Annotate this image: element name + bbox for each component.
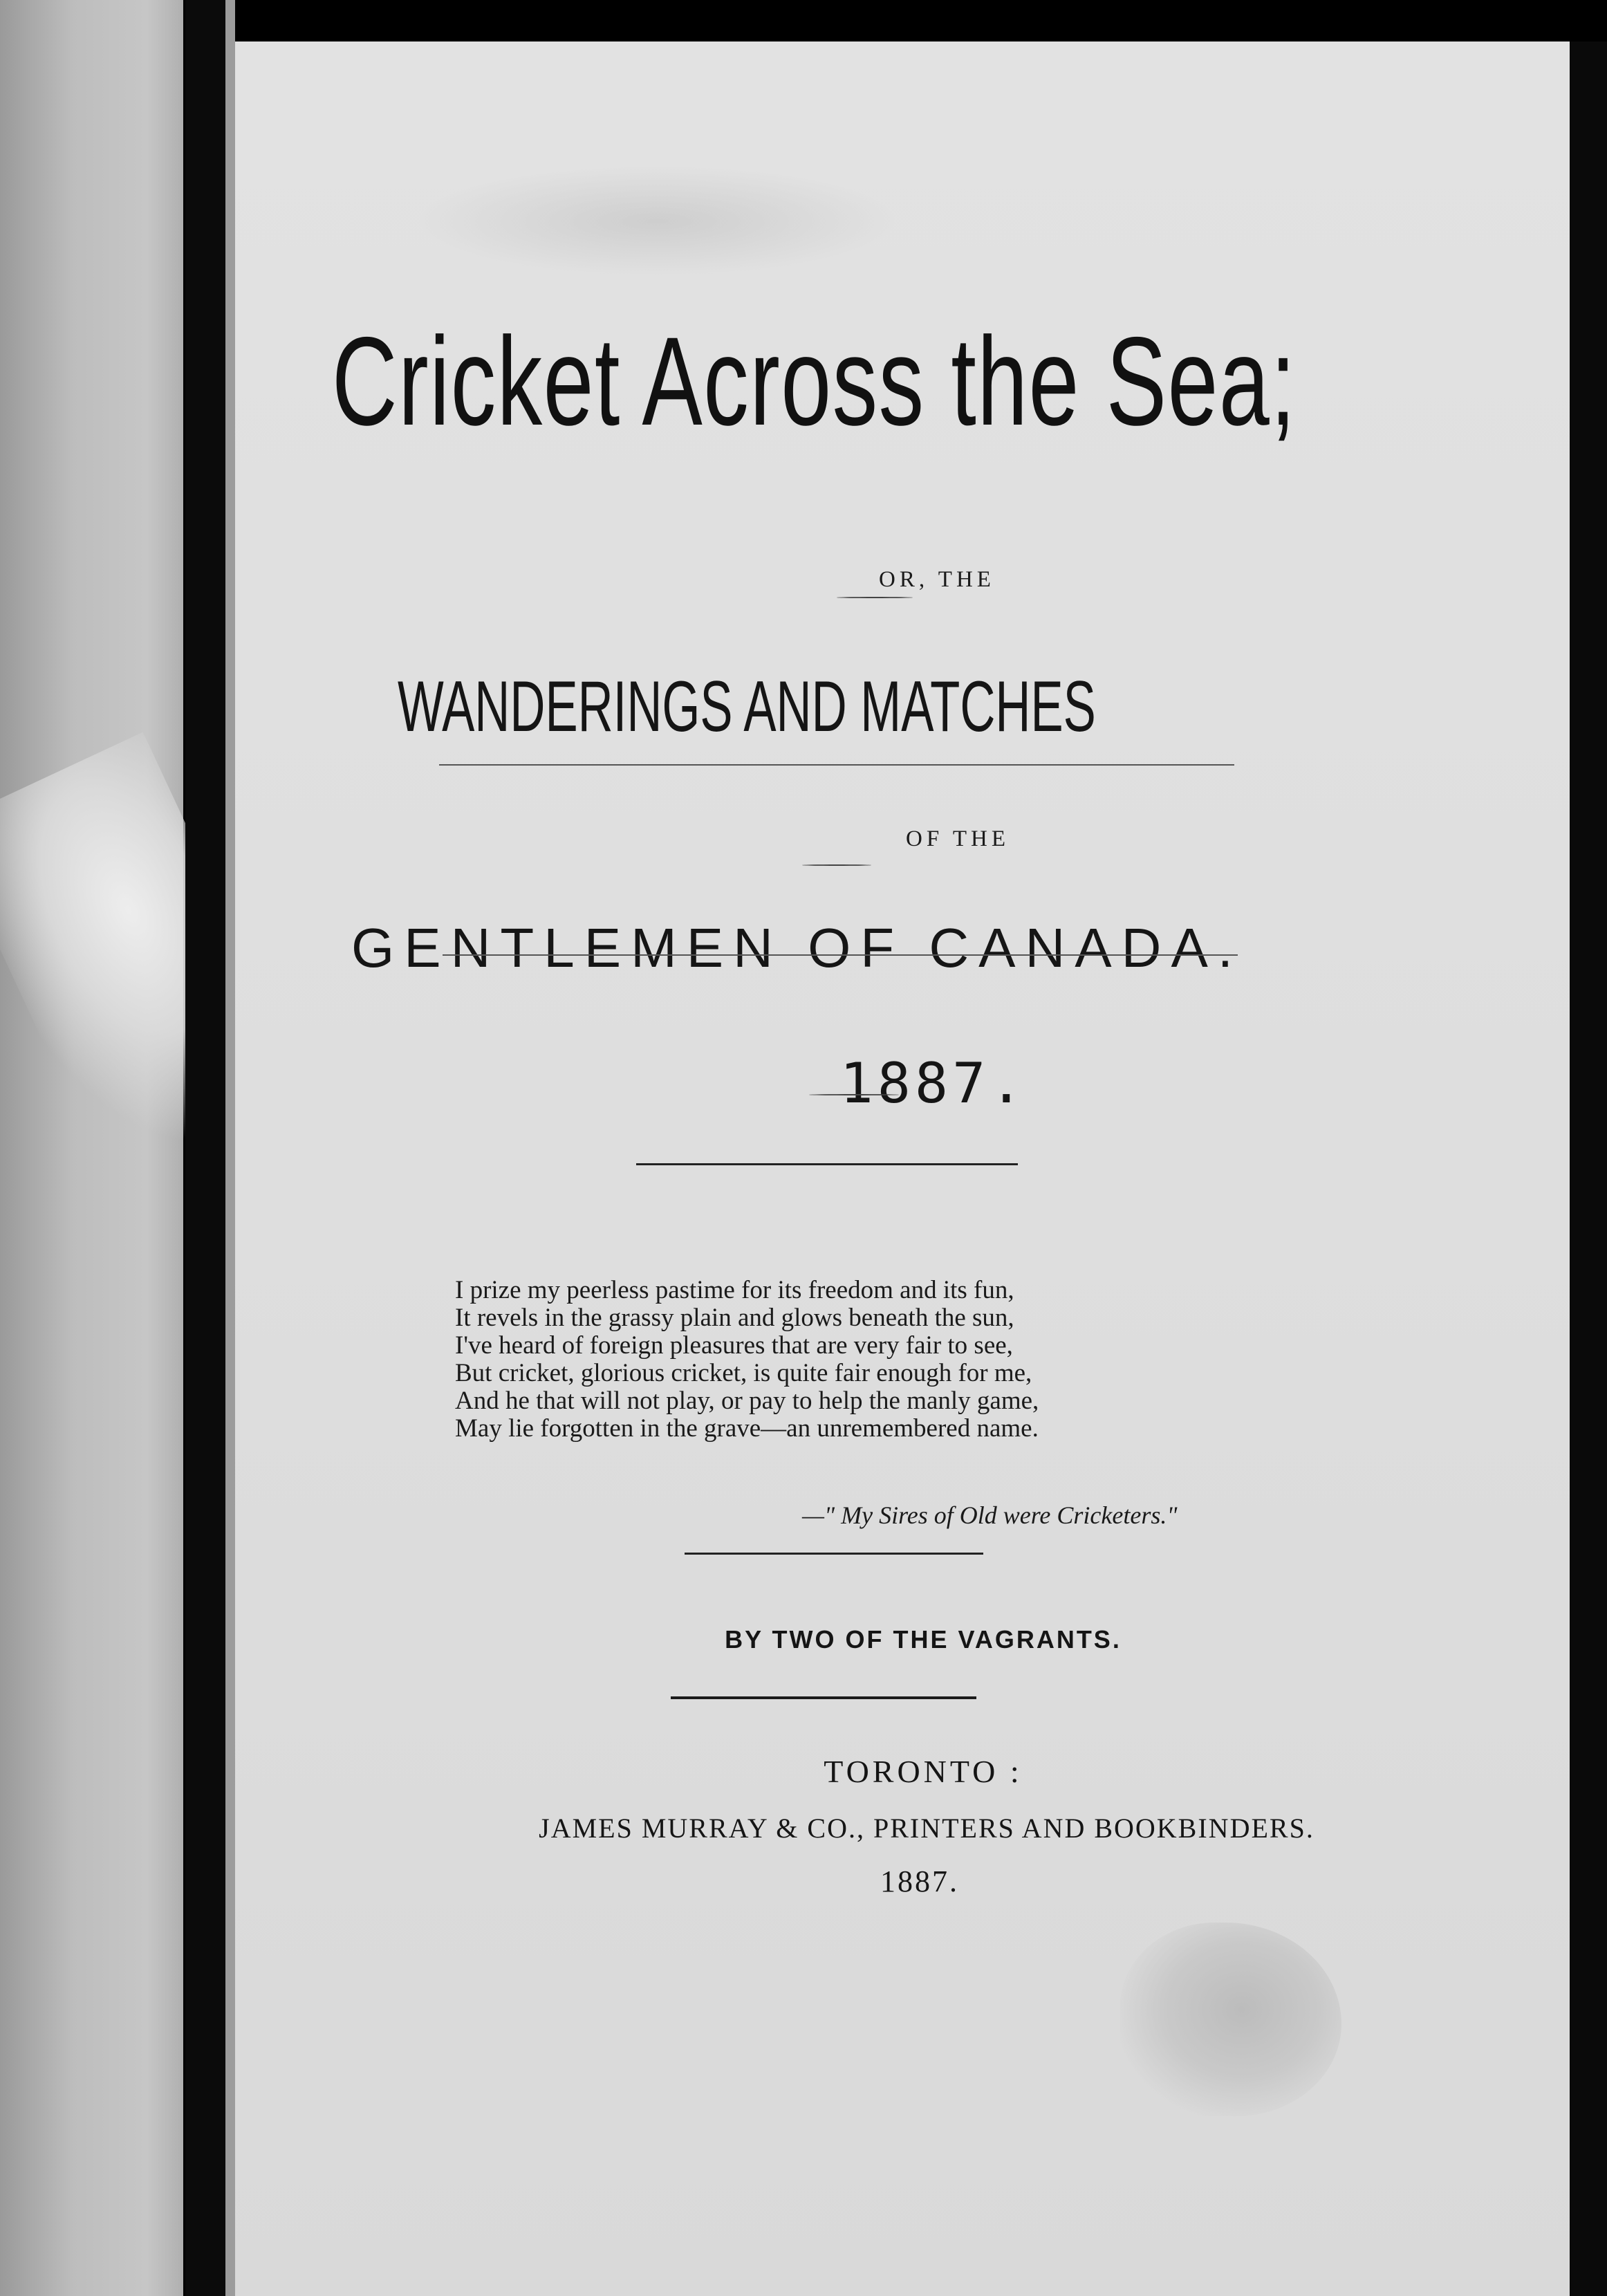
flourish-of-the: [802, 864, 871, 866]
imprint-printer: JAMES MURRAY & CO., PRINTERS AND BOOKBINDERS.: [539, 1813, 1315, 1844]
subtitle-wanderings: WANDERINGS AND MATCHES: [398, 667, 1096, 747]
book-title: Cricket Across the Sea;: [332, 311, 1297, 452]
imprint-year: 1887.: [880, 1864, 959, 1898]
title-year: 1887.: [839, 1051, 1028, 1115]
flourish-or-the: [837, 597, 913, 598]
verse-line: But cricket, glorious cricket, is quite fair enough for me,: [455, 1359, 1032, 1387]
verse-line: May lie forgotten in the grave—an unremembered name.: [455, 1414, 1039, 1443]
spine-gap: [225, 0, 235, 2296]
page-right-edge: [1570, 41, 1607, 2296]
subtitle-underline: [439, 764, 1234, 766]
verse-line: I prize my peerless pastime for its freedom and its fun,: [455, 1276, 1014, 1304]
flourish-year: [809, 1094, 899, 1095]
rule-above-epigraph: [636, 1163, 1018, 1165]
verse-line: And he that will not play, or pay to help the manly game,: [455, 1387, 1039, 1415]
imprint-city: TORONTO :: [824, 1754, 1023, 1789]
verse-line: It revels in the grassy plain and glows beneath the sun,: [455, 1304, 1014, 1332]
byline: BY TWO OF THE VAGRANTS.: [725, 1625, 1122, 1654]
epigraph-attribution: —" My Sires of Old were Cricketers.": [802, 1501, 1178, 1529]
connector-or-the: OR, THE: [879, 567, 995, 592]
gentlemen-underline: [443, 954, 1238, 956]
verse-line: I've heard of foreign pleasures that are very fair to see,: [455, 1331, 1013, 1360]
epigraph-verse: [455, 1277, 1285, 1443]
rule-above-byline: [685, 1553, 983, 1555]
spine-shadow: [185, 0, 225, 2296]
connector-of-the: OF THE: [906, 826, 1010, 851]
subtitle-gentlemen: GENTLEMEN OF CANADA.: [351, 917, 1243, 979]
rule-below-byline: [671, 1696, 976, 1699]
title-page-content: [235, 41, 1570, 2296]
